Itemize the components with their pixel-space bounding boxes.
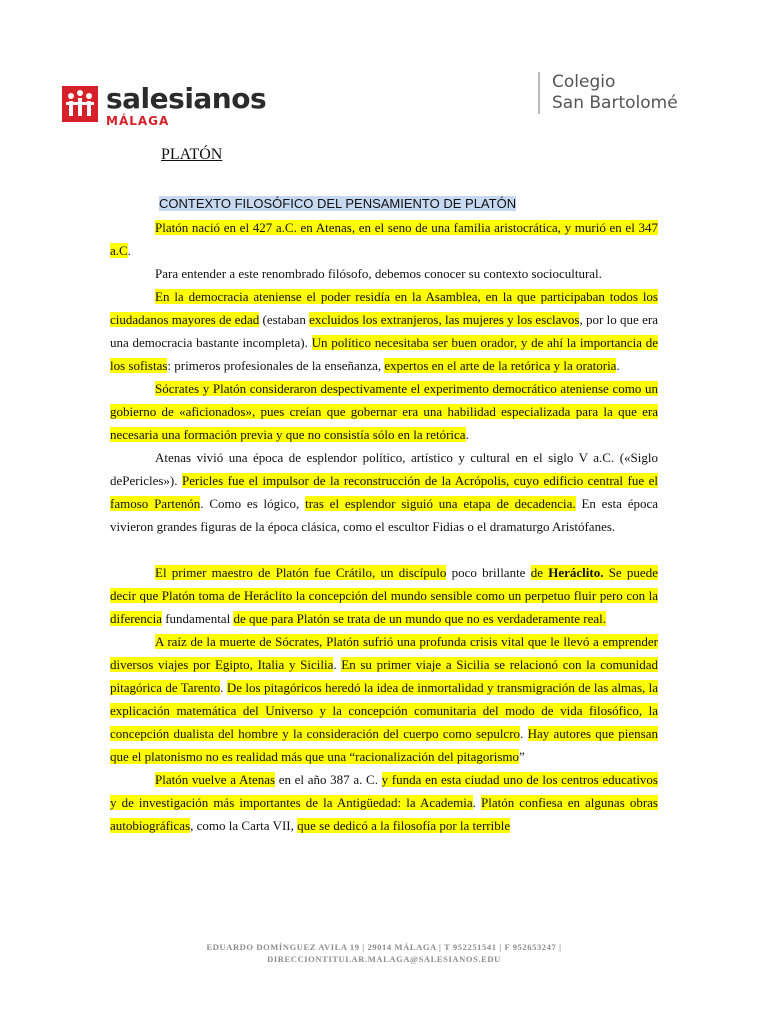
highlighted-text: Platón confiesa en algunas obras autobiográficas xyxy=(110,795,658,833)
footer-email: DIRECCIONTITULAR.MALAGA@SALESIANOS.EDU xyxy=(267,954,501,964)
text-segment: Atenas vivió una época de esplendor político, artístico y cultural en el siglo V a.C. xyxy=(155,450,615,465)
footer-address: EDUARDO DOMÍNGUEZ AVILA 19 | 29014 MÁLAGA | T 952251541 | F 952653247 | xyxy=(206,942,562,952)
text-segment: : primeros profesionales de la enseñanza, xyxy=(167,358,385,373)
text-segment: en el año 387 a. C. xyxy=(275,772,382,787)
salesianos-logo xyxy=(62,82,267,128)
section-heading: CONTEXTO FILOSÓFICO DEL PENSAMIENTO DE PLATÓN xyxy=(159,196,517,211)
highlighted-text: expertos en el arte de la retórica y la oratoria xyxy=(384,358,617,373)
brand-name: salesianos xyxy=(106,82,267,115)
text-segment: . xyxy=(333,657,342,672)
highlighted-text: Pericles fue el impulsor de la reconstrucción de la Acrópolis, cuyo edificio central fue el famoso Partenón xyxy=(110,473,658,511)
highlighted-text: Hay autores que piensan que el platonismo no es realidad más que una “racionalización del pitagorismo xyxy=(110,726,659,764)
text-segment: . xyxy=(472,795,481,810)
text-segment: ” xyxy=(519,749,525,764)
text-segment: . xyxy=(520,726,528,741)
school-logo-divider xyxy=(538,72,540,114)
text-segment: . xyxy=(616,358,620,373)
highlighted-text: Se puede decir que Platón toma de Heráclito la concepción del mundo sensible como un perpetuo fluir pero con la diferencia xyxy=(110,565,658,626)
text-segment: . xyxy=(465,427,469,442)
highlighted-text: Un político necesitaba ser buen orador, y de ahí la importancia de los sofistas xyxy=(110,335,659,373)
highlighted-text: que se dedicó a la filosofía por la terrible xyxy=(297,818,511,833)
highlighted-text: En su primer viaje a Sicilia se relacionó con la comunidad pitagórica de Tarento xyxy=(110,657,658,695)
highlighted-text: Platón nació en el 427 a.C. en Atenas, en el seno de una familia aristocrática, y murió en el 347 a.C xyxy=(110,220,658,258)
text-segment: Para entender a este renombrado filósofo, debemos conocer su contexto sociocultural. xyxy=(155,266,602,281)
text-segment: , como la Carta VII, xyxy=(190,818,298,833)
document-body xyxy=(110,216,658,837)
text-segment: poco brillante xyxy=(446,565,531,580)
highlighted-text: tras el esplendor siguió una etapa de decadencia. xyxy=(305,496,576,511)
highlighted-text: A raíz de la muerte de Sócrates, Platón sufrió una profunda crisis vital que le llevó a emprender diversos viajes por Egipto, Italia y Sicilia xyxy=(110,634,658,672)
salesianos-logo-icon xyxy=(62,86,98,122)
paragraph xyxy=(110,561,658,630)
paragraph xyxy=(110,446,658,538)
highlighted-text: En la democracia ateniense el poder residía en la Asamblea, en la que participaban todos los ciudadanos mayores de edad xyxy=(110,289,658,327)
page-footer xyxy=(0,941,768,965)
highlighted-text: y funda en esta ciudad uno de los centros educativos y de investigación más importantes de la Antigüedad: la Academia xyxy=(110,772,658,810)
highlighted-text: De los pitagóricos heredó la idea de inmortalidad y transmigración de las almas, la explicación matemática del Universo y la concepción comunitaria del modo de vida filosófico, la concepción dualista del hombre y la consideración del cuerpo como sepulcro xyxy=(110,680,658,741)
brand-city: MÁLAGA xyxy=(106,114,170,128)
text-segment: («Siglo dePericles»). xyxy=(110,450,658,488)
highlighted-text: Platón vuelve a Atenas xyxy=(155,772,276,787)
text-segment: , por lo que era una democracia bastante incompleta). xyxy=(110,312,658,350)
paragraph xyxy=(110,377,658,446)
highlighted-text: Sócrates y Platón consideraron despectivamente el experimento democrático ateniense como un gobierno de «aficionados», pues creían que gobernar era una habilidad especializada para la que era necesaria una formación previa y que no consistía sólo en la retórica xyxy=(110,381,658,442)
text-segment: . xyxy=(220,680,227,695)
highlighted-text: El primer maestro de Platón fue Crátilo, un discípulo xyxy=(155,565,447,580)
text-segment: . xyxy=(127,243,131,258)
school-line-1: Colegio xyxy=(552,72,616,92)
text-segment: (estaban xyxy=(259,312,310,327)
document-title: PLATÓN xyxy=(161,146,223,163)
highlighted-text: de xyxy=(530,565,549,580)
highlighted-text: Heráclito. xyxy=(548,565,604,580)
paragraph xyxy=(110,768,658,837)
school-line-2: San Bartolomé xyxy=(552,93,678,113)
paragraph xyxy=(110,262,658,285)
school-logo xyxy=(538,72,678,114)
text-segment: . Como es lógico, xyxy=(200,496,306,511)
paragraph xyxy=(110,285,658,377)
highlighted-text: de que para Platón se trata de un mundo que no es verdaderamente real. xyxy=(233,611,606,626)
paragraph xyxy=(110,216,658,262)
paragraph xyxy=(110,630,658,768)
highlighted-text: excluidos los extranjeros, las mujeres y los esclavos xyxy=(309,312,580,327)
text-segment: fundamental xyxy=(161,611,234,626)
text-segment: En esta época vivieron grandes figuras de la época clásica, como el escultor Fidias o el dramaturgo Aristófanes. xyxy=(110,496,659,534)
